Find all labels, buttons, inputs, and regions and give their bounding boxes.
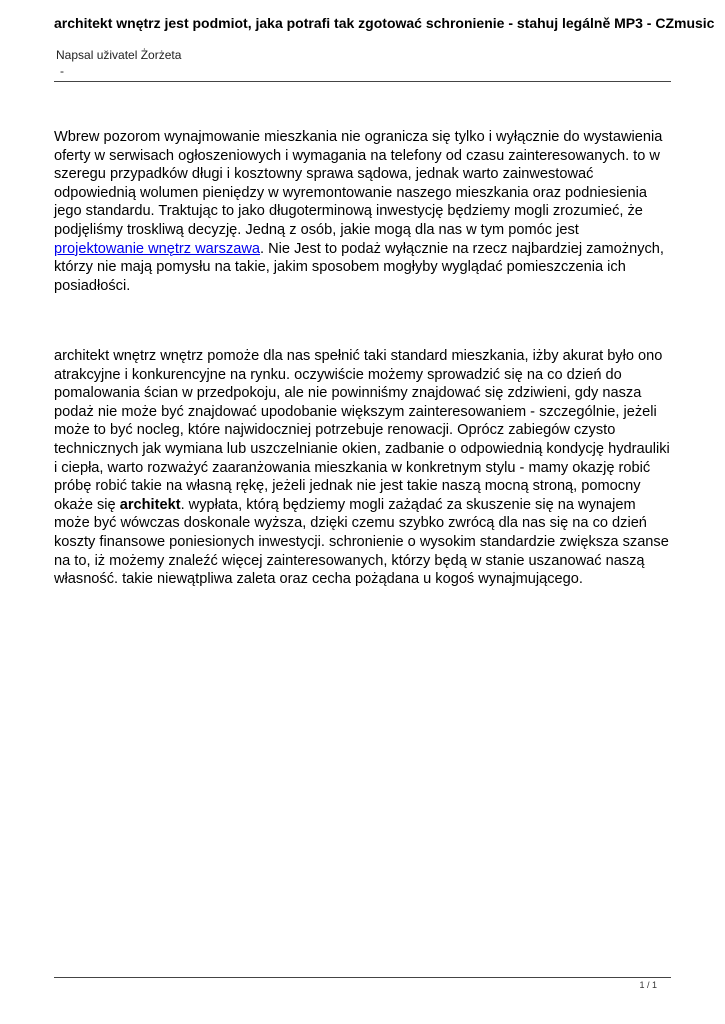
byline-separator: - [60, 64, 64, 78]
page-title: architekt wnętrz jest podmiot, jaka potrafi tak zgotować schronienie - stahuj legálně MP3 - CZmusic [54, 15, 715, 31]
article-paragraph-2 [54, 347, 671, 589]
header-divider [54, 81, 671, 82]
page-number: 1 / 1 [639, 980, 657, 990]
footer-divider [54, 977, 671, 978]
author-byline: Napsal uživatel Żorżeta [56, 48, 182, 62]
paragraph-2-text-start: architekt wnętrz wnętrz pomoże dla nas spełnić taki standard mieszkania, iżby akurat było ono atrakcyjne i konkurencyjne na rynku. oczywiście możemy sprowadzić się na co dzień do pomalowania ścian w przedpokoju, ale nie powinniśmy znajdować się zdziwieni, gdy nasza podaż nie może być znajdować upodobanie większym zainteresowaniem - szczególnie, jeżeli może to być nocleg, które najwidoczniej potrzebuje renowacji. Oprócz zabiegów czysto technicznych jak wymiana lub uszczelnianie okien, zadbanie o odpowiednią kondycję hydrauliki i ciepła, warto rozważyć zaaranżowania mieszkania w konkretnym stylu - mamy okazję robić próbę robić takie na własną rękę, jeżeli jednak nie jest takie naszą mocną stroną, pomocny okaże się [54, 348, 670, 513]
article-paragraph-1 [54, 128, 671, 295]
paragraph-2-text-end: . wypłata, którą będziemy mogli zażądać za skuszenie się na wynajem może być wówczas doskonale wyższa, dzięki czemu szybko zwrócą dla nas się na co dzień koszty finansowe poniesionych inwestycji. schronienie o wysokim standardzie zwiększa szanse na to, iż możemy znaleźć więcej zainteresowanych, którzy będą w stanie uszanować naszą własność. takie niewątpliwa zaleta oraz cecha pożądana u kogoś wynajmującego. [54, 496, 669, 588]
paragraph-1-text-end: . Nie Jest to podaż wyłącznie na rzecz najbardziej zamożnych, którzy nie mają pomysłu na takie, jakim sposobem mogłyby wyglądać pomieszczenia ich posiadłości. [54, 240, 664, 294]
bold-keyword: architekt [119, 496, 181, 513]
design-link[interactable]: projektowanie wnętrz warszawa [54, 240, 261, 257]
paragraph-1-text-start: Wbrew pozorom wynajmowanie mieszkania nie ogranicza się tylko i wyłącznie do wystawienia oferty w serwisach ogłoszeniowych i wymagania na telefony od czasu zainteresowanych. to w szeregu przypadków długi i kosztowny sprawa sądowa, jednak warto zainwestować odpowiednią wolumen pieniędzy w wyremontowanie naszego mieszkania oraz podniesienia jego standardu. Traktując to jako długoterminową inwestycję będziemy mogli zrozumieć, że podjęliśmy troskliwą decyzję. Jedną z osób, jakie mogą dla nas w tym pomóc jest [54, 129, 663, 238]
